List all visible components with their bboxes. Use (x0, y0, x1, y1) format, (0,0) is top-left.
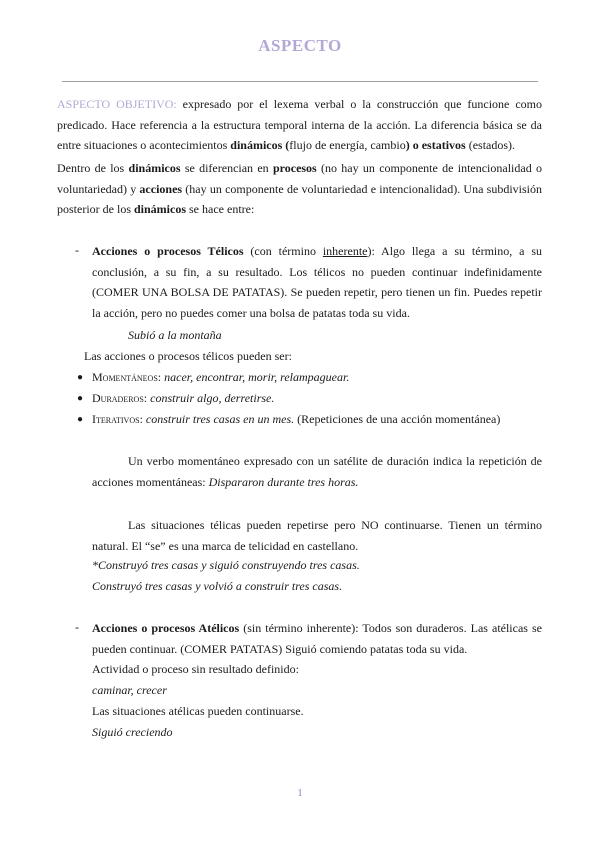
bullet-icon: ● (77, 414, 84, 425)
list-dash: - (75, 620, 79, 634)
list-dash: - (75, 243, 79, 257)
aspecto-objetivo-label: ASPECTO OBJETIVO: (57, 97, 177, 111)
atelicos-paragraph: Acciones o procesos Atélicos (sin término inherente): Todos son duraderos. Las atélicas se pueden continuar. (COMER PATATAS) Siguió comiendo patatas toda su vida. (92, 621, 542, 656)
telicas-example-1: *Construyó tres casas y siguió construyendo tres casas. (92, 558, 360, 572)
atelicos-line-1: Actividad o proceso sin resultado definido: (92, 662, 299, 676)
telicos-types-intro: Las acciones o procesos télicos pueden ser: (84, 349, 292, 363)
type-iterativos: Iterativos: construir tres casas en un mes. (Repeticiones de una acción momentánea) (92, 412, 501, 426)
intro-paragraph: ASPECTO OBJETIVO: expresado por el lexema verbal o la construcción que funcione como predicado. Hace referencia a la estructura temporal interna de la acción. La diferencia básica se da entre situaciones o acontecimientos dinámicos (flujo de energía, cambio) o estativos (estados). (57, 97, 542, 152)
telicas-note: Las situaciones télicas pueden repetirse pero NO continuarse. Tienen un término natural. El “se” es una marca de telicidad en castellano. (92, 518, 542, 553)
telicos-paragraph: Acciones o procesos Télicos (con término inherente): Algo llega a su término, a su conclusión, a su fin, a su resultado. Los télicos no pueden continuar indefinidamente (COMER UNA BOLSA DE PATATAS). Se pueden repetir, pero tienen un fin. Puedes repetir la acción, pero no puedes comer una bolsa de patatas toda su vida. (92, 244, 542, 320)
type-momentaneos: Momentáneos: nacer, encontrar, morir, relampaguear. (92, 370, 350, 384)
type-duraderos: Duraderos: construir algo, derretirse. (92, 391, 275, 405)
telicos-example: Subió a la montaña (128, 328, 222, 342)
atelicos-line-3: Las situaciones atélicas pueden continuarse. (92, 704, 304, 718)
page-number: 1 (297, 787, 303, 799)
dinamicos-paragraph: Dentro de los dinámicos se diferencian en procesos (no hay un componente de intencionalidad o voluntariedad) y acciones (hay un componente de voluntariedad e intencionalidad). Una subdivisión posterior de los dinámicos se hace entre: (57, 161, 542, 216)
momentaneo-note: Un verbo momentáneo expresado con un satélite de duración indica la repetición de acciones momentáneas: Dispararon durante tres horas. (92, 454, 542, 489)
telicas-example-2: Construyó tres casas y volvió a construir tres casas. (92, 579, 343, 593)
title-divider (62, 81, 538, 82)
bullet-icon: ● (77, 372, 84, 383)
atelicos-line-4: Siguió creciendo (92, 725, 173, 739)
atelicos-line-2: caminar, crecer (92, 683, 167, 697)
bullet-icon: ● (77, 393, 84, 404)
page-title: ASPECTO (258, 36, 342, 55)
